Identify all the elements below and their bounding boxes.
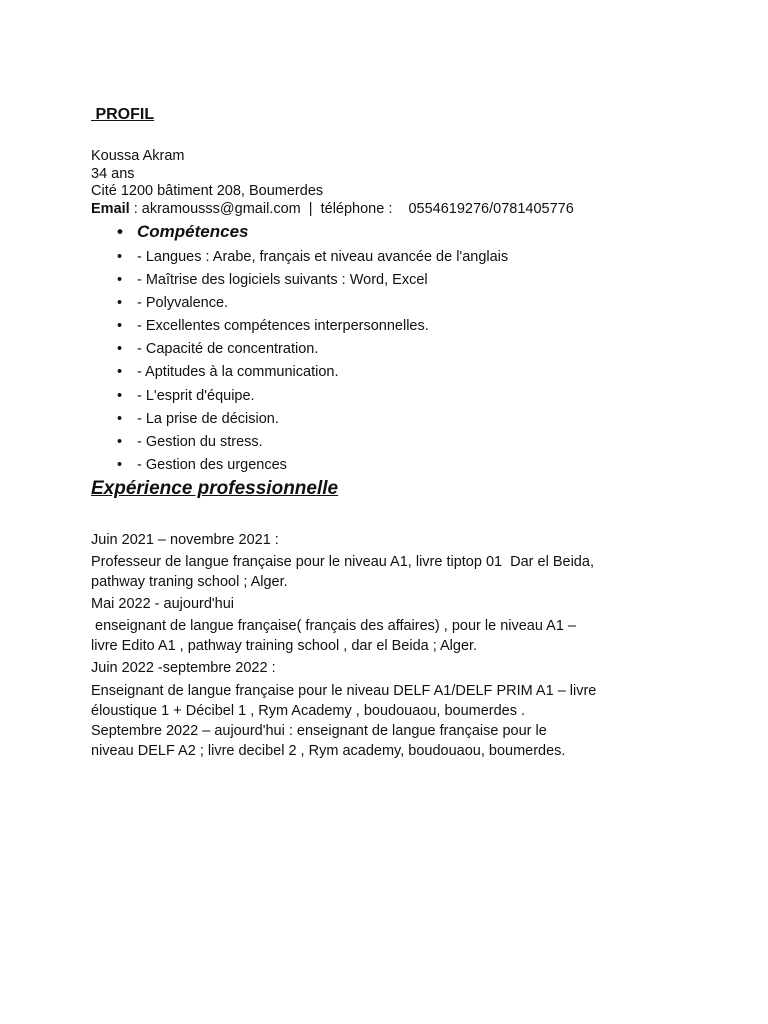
experience-description: éloustique 1 + Décibel 1 , Rym Academy , boudouaou, boumerdes . <box>91 703 526 719</box>
bullet-icon: • <box>117 295 123 312</box>
skill-text: - Capacité de concentration. <box>137 341 319 358</box>
contact-block <box>91 148 574 218</box>
skill-item <box>117 362 508 385</box>
experience-description: Professeur de langue française pour le niveau A1, livre tiptop 01 Dar el Beida, <box>91 554 594 570</box>
experience-description: Enseignant de langue française pour le niveau DELF A1/DELF PRIM A1 – livre <box>91 683 597 699</box>
skills-title <box>117 222 248 242</box>
experience-period: Juin 2022 -septembre 2022 : <box>91 660 276 676</box>
skill-text: - L'esprit d'équipe. <box>137 387 255 404</box>
contact-line <box>91 201 574 219</box>
email-phone-text: : akramousss@gmail.com | téléphone : 0554619276/0781405776 <box>129 200 574 217</box>
bullet-icon: • <box>117 249 123 265</box>
candidate-age: 34 ans <box>91 165 135 182</box>
bullet-icon: • <box>117 410 123 427</box>
experience-description: enseignant de langue française( français des affaires) , pour le niveau A1 – <box>91 618 576 634</box>
bullet-icon: • <box>117 318 123 335</box>
skill-item <box>117 316 508 339</box>
skill-item <box>117 270 508 293</box>
skill-text: - Maîtrise des logiciels suivants : Word, Excel <box>137 272 428 289</box>
skill-item <box>117 386 508 409</box>
candidate-address: Cité 1200 bâtiment 208, Boumerdes <box>91 183 324 199</box>
experience-description: pathway traning school ; Alger. <box>91 574 288 590</box>
bullet-icon: • <box>117 364 123 381</box>
skill-text: - Polyvalence. <box>137 295 229 312</box>
bullet-icon: • <box>117 341 123 358</box>
bullet-icon: • <box>117 456 123 473</box>
skill-text: - La prise de décision. <box>137 410 279 427</box>
skill-item <box>117 339 508 362</box>
bullet-icon: • <box>117 272 123 289</box>
candidate-name: Koussa Akram <box>91 148 185 164</box>
skill-text: - Langues : Arabe, français et niveau avancée de l'anglais <box>137 249 509 265</box>
skills-title-text: Compétences <box>137 222 249 241</box>
bullet-icon: • <box>117 222 123 241</box>
skill-text: - Excellentes compétences interpersonnelles. <box>137 318 429 335</box>
profil-heading: PROFIL <box>91 106 155 123</box>
skill-text: - Aptitudes à la communication. <box>137 364 339 381</box>
experience-heading: Expérience professionnelle <box>91 478 339 499</box>
skill-text: - Gestion du stress. <box>137 433 263 450</box>
skill-item <box>117 409 508 432</box>
bullet-icon: • <box>117 433 123 450</box>
experience-period: Juin 2021 – novembre 2021 : <box>91 532 279 548</box>
skill-text: - Gestion des urgences <box>137 456 287 473</box>
skill-item <box>117 455 508 478</box>
bullet-icon: • <box>117 387 123 404</box>
experience-period: Mai 2022 - aujourd'hui <box>91 596 235 612</box>
experience-description: niveau DELF A2 ; livre decibel 2 , Rym academy, boudouaou, boumerdes. <box>91 743 566 759</box>
skill-item <box>117 432 508 455</box>
skill-item <box>117 293 508 316</box>
experience-description: Septembre 2022 – aujourd'hui : enseignant de langue française pour le <box>91 723 547 739</box>
experience-body <box>91 530 691 761</box>
email-label: Email <box>91 200 130 217</box>
skill-item <box>117 247 508 270</box>
experience-description: livre Edito A1 , pathway training school , dar el Beida ; Alger. <box>91 638 478 654</box>
skills-list <box>117 247 508 478</box>
